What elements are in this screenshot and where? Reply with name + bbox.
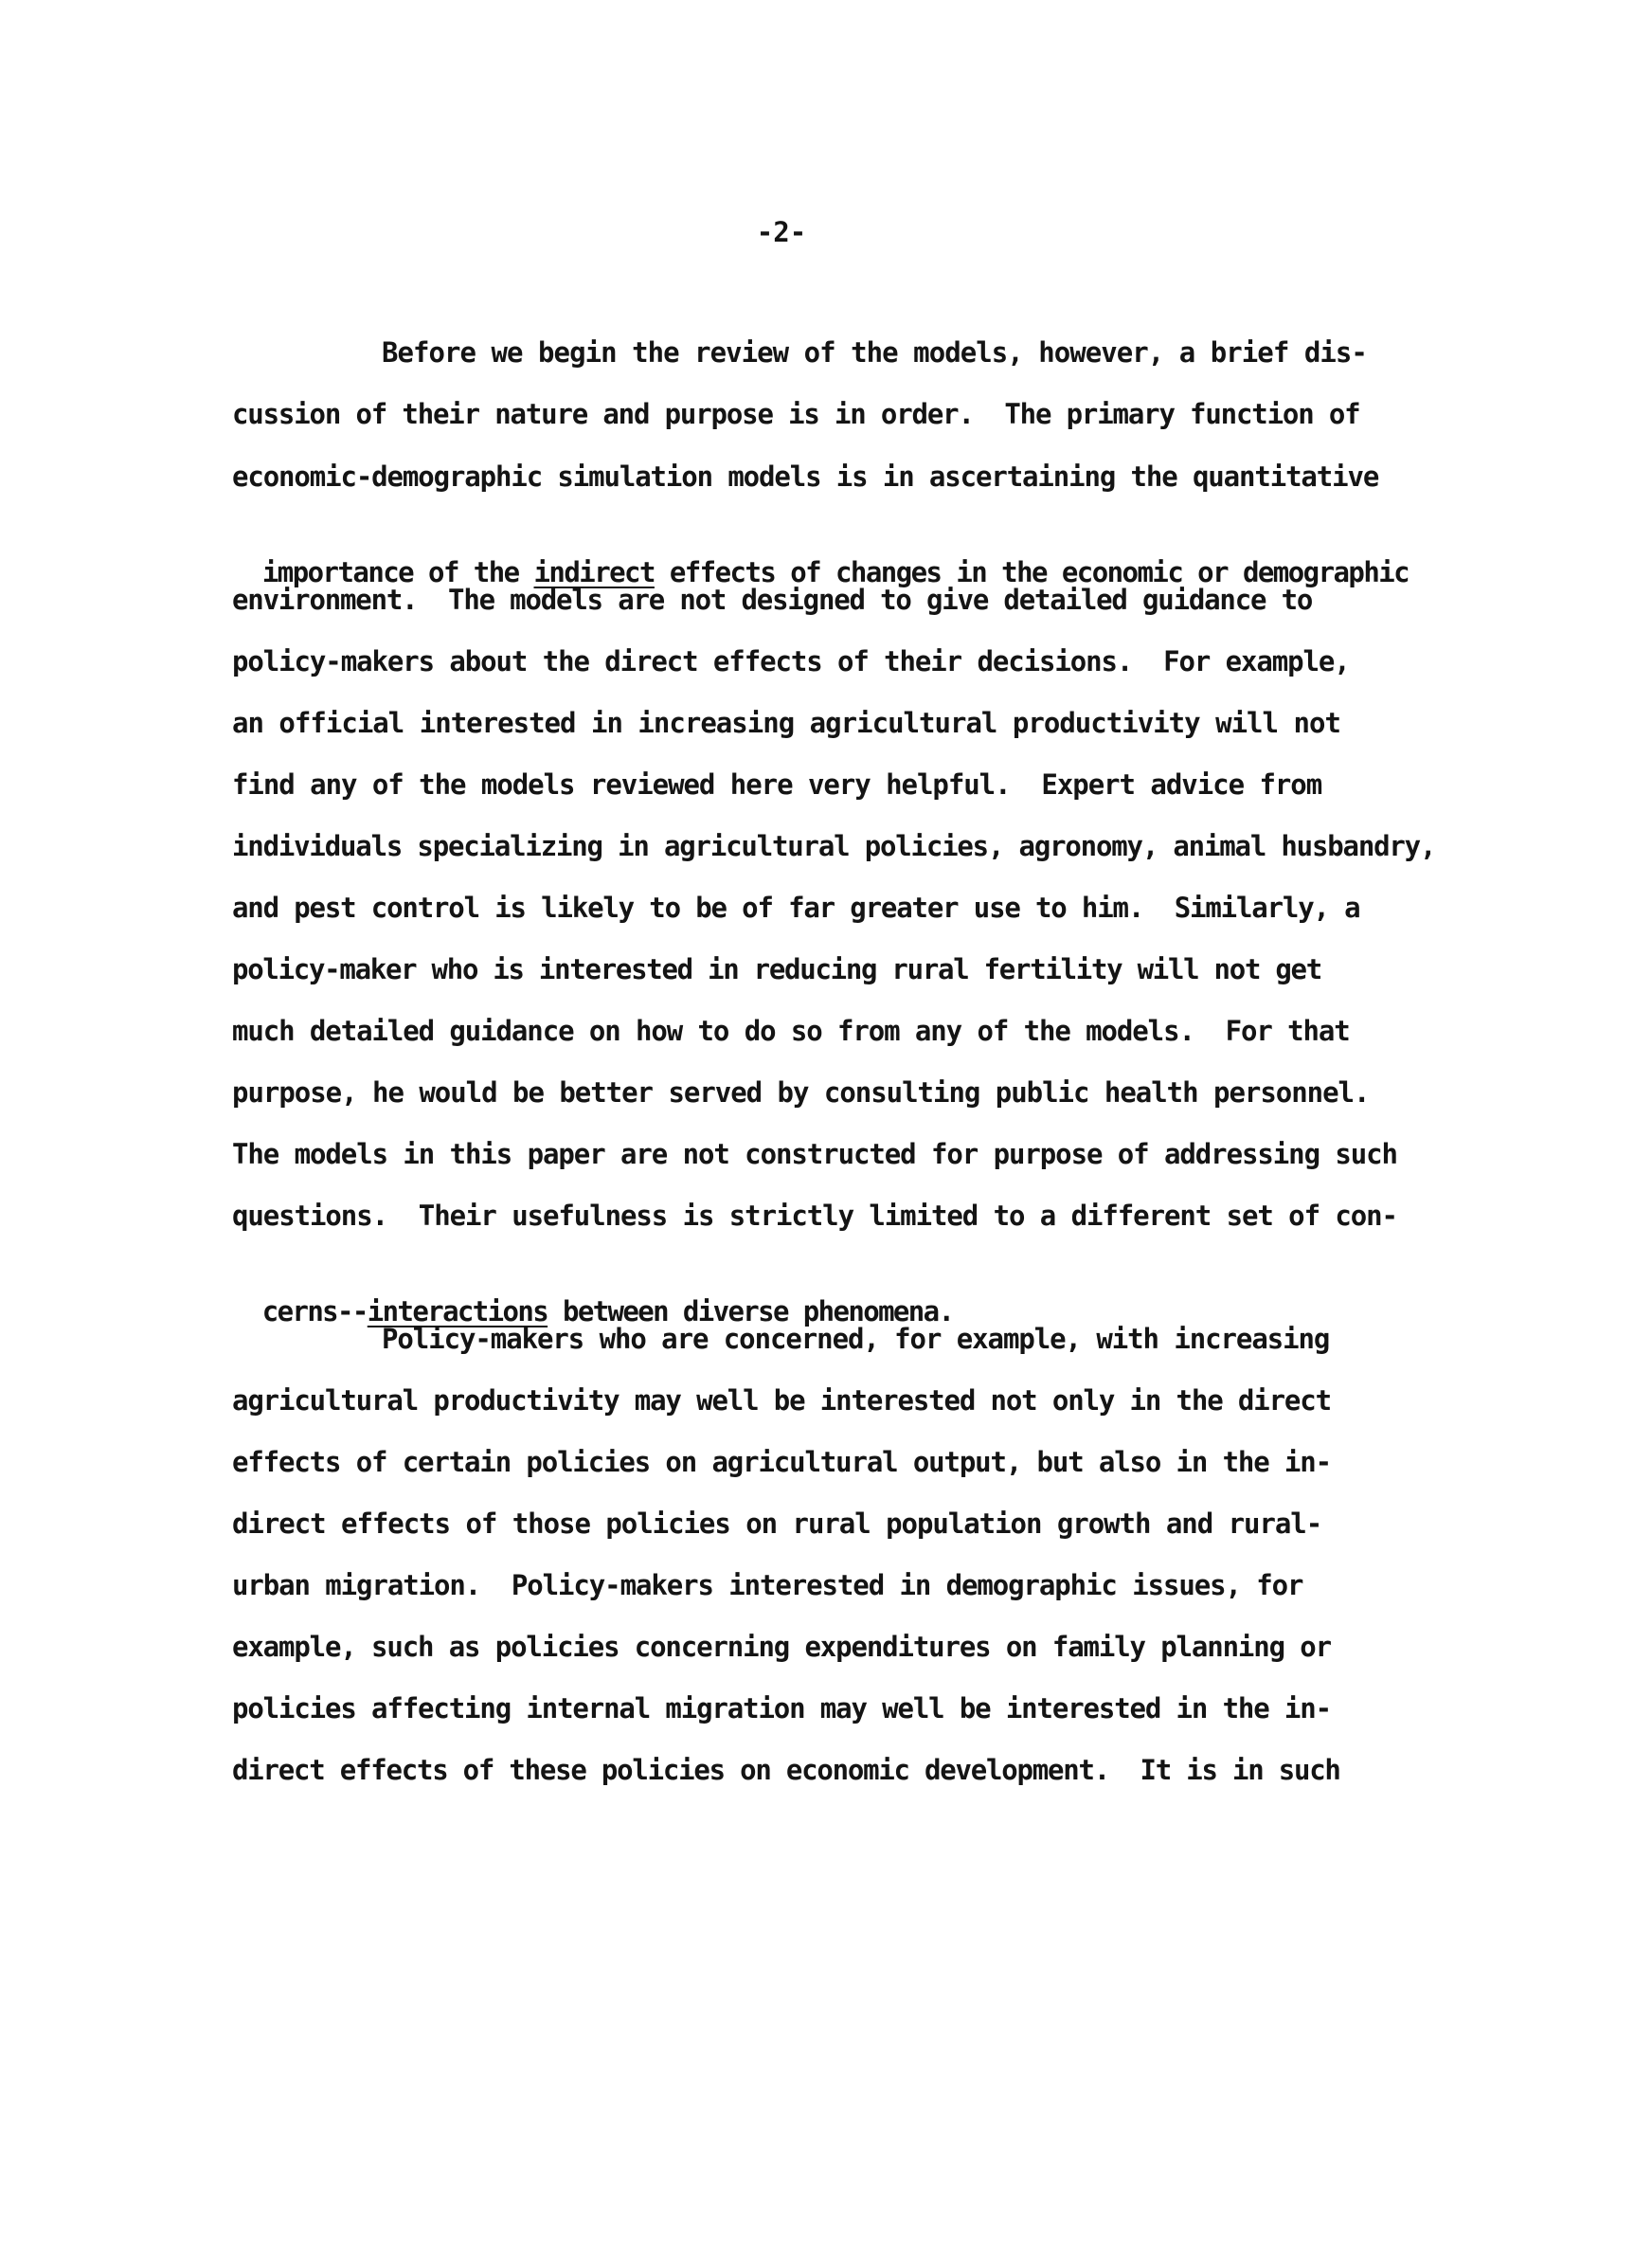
- text-line: policy-makers about the direct effects of their decisions. For example,: [232, 645, 1350, 677]
- text-line: agricultural productivity may well be interested not only in the direct: [232, 1384, 1331, 1417]
- text-segment: effects of changes in the economic or demographic: [654, 556, 1410, 588]
- text-line: individuals specializing in agricultural policies, agronomy, animal husbandry,: [232, 830, 1436, 862]
- text-segment: importance of the: [261, 556, 534, 588]
- text-line: much detailed guidance on how to do so from any of the models. For that: [232, 1015, 1350, 1047]
- underlined-word: interactions: [367, 1295, 548, 1327]
- text-line: questions. Their usefulness is strictly limited to a different set of con-: [232, 1200, 1397, 1232]
- text-segment: cerns--: [261, 1295, 368, 1327]
- text-line: [232, 521, 1409, 589]
- text-line: environment. The models are not designed to give detailed guidance to: [232, 584, 1313, 616]
- text-line: direct effects of those policies on rural population growth and rural-: [232, 1508, 1322, 1540]
- text-line: Before we begin the review of the models, however, a brief dis-: [382, 336, 1367, 369]
- page-number: -2-: [756, 216, 807, 248]
- text-line: purpose, he would be better served by consulting public health personnel.: [232, 1076, 1370, 1109]
- text-line: Policy-makers who are concerned, for example, with increasing: [382, 1323, 1330, 1355]
- text-line: The models in this paper are not constructed for purpose of addressing such: [232, 1138, 1397, 1170]
- text-line: example, such as policies concerning expenditures on family planning or: [232, 1631, 1331, 1663]
- text-line: [232, 1260, 953, 1328]
- text-line: policies affecting internal migration may well be interested in the in-: [232, 1692, 1331, 1724]
- text-line: cussion of their nature and purpose is in order. The primary function of: [232, 398, 1360, 430]
- text-line: direct effects of these policies on economic development. It is in such: [232, 1754, 1340, 1786]
- underlined-word: indirect: [533, 556, 655, 588]
- text-line: an official interested in increasing agricultural productivity will not: [232, 707, 1340, 739]
- text-line: policy-maker who is interested in reducing rural fertility will not get: [232, 953, 1321, 985]
- text-line: find any of the models reviewed here very helpful. Expert advice from: [232, 768, 1322, 801]
- text-line: effects of certain policies on agricultural output, but also in the in-: [232, 1446, 1331, 1478]
- text-line: economic-demographic simulation models is in ascertaining the quantitative: [232, 460, 1379, 493]
- text-line: urban migration. Policy-makers interested in demographic issues, for: [232, 1569, 1303, 1601]
- text-segment: between diverse phenomena.: [548, 1295, 954, 1327]
- text-line: and pest control is likely to be of far greater use to him. Similarly, a: [232, 892, 1360, 924]
